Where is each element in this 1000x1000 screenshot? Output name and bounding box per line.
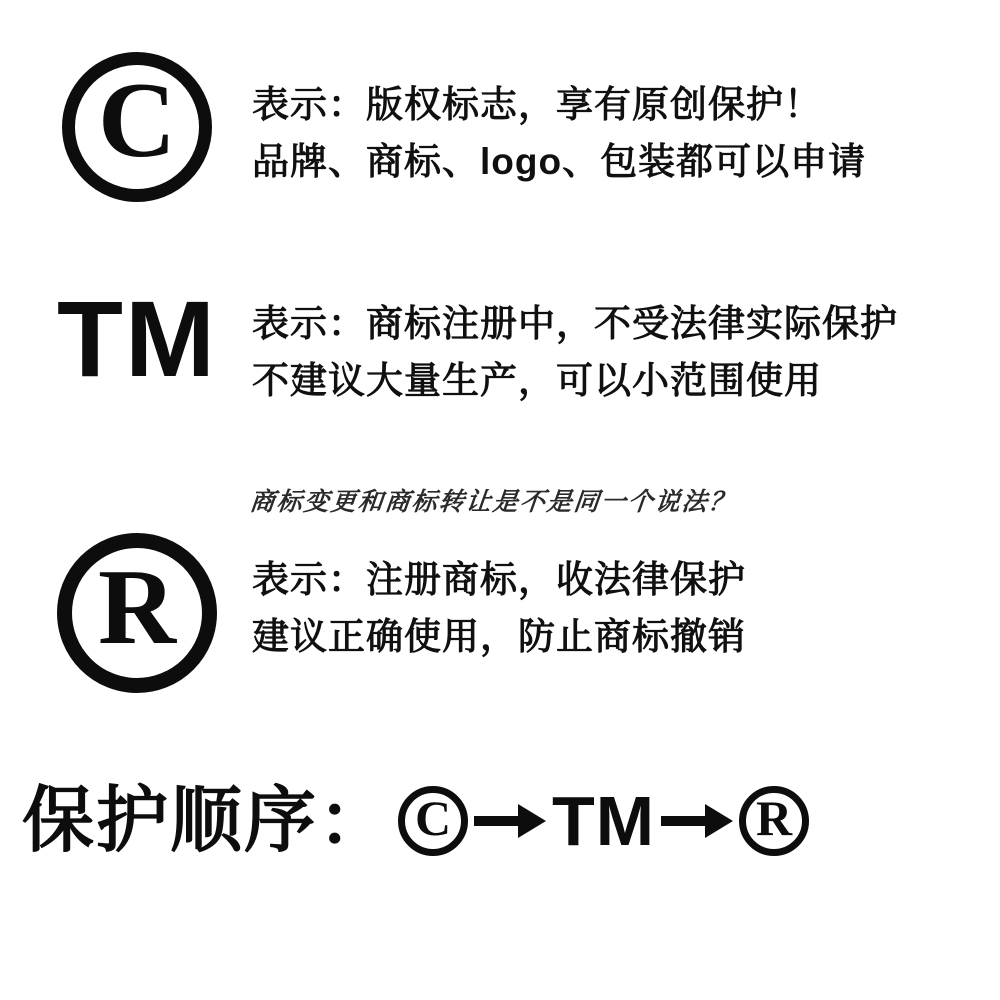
arrow-right-icon-2: [661, 804, 733, 838]
trademark-symbol-cell: [22, 278, 252, 399]
protection-order-summary: [22, 781, 978, 861]
copyright-text-block: [252, 52, 978, 191]
copyright-icon: [62, 52, 212, 202]
summary-registered-glyph: R: [756, 790, 793, 846]
trademark-line-2: 不建议大量生产，可以小范围使用: [252, 360, 822, 402]
row-copyright: [22, 52, 978, 252]
summary-registered-icon: [739, 786, 809, 856]
registered-text-block: [252, 533, 978, 666]
row-registered: [22, 533, 978, 733]
summary-copyright-glyph: C: [414, 790, 452, 846]
registered-icon: [57, 533, 217, 693]
handwritten-note: 商标变更和商标转让是不是同一个说法？: [248, 489, 738, 516]
summary-trademark-icon: TM: [552, 782, 656, 860]
copyright-line-1: 表示：版权标志，享有原创保护！: [252, 84, 822, 125]
trademark-text-block: [252, 285, 978, 410]
summary-copyright-icon: [398, 786, 468, 856]
copyright-line-2: 品牌、商标、logo、包装都可以申请: [252, 141, 867, 183]
copyright-symbol-cell: [22, 52, 252, 202]
trademark-line-1: 表示：商标注册中，不受法律实际保护: [252, 303, 898, 344]
registered-line-1: 表示：注册商标，收法律保护: [252, 559, 746, 600]
row-trademark: [22, 278, 978, 455]
registered-line-2: 建议正确使用，防止商标撤销: [252, 616, 746, 658]
registered-symbol-cell: [22, 533, 252, 693]
trademark-icon: TM: [57, 278, 217, 399]
arrow-right-icon-1: [474, 804, 546, 838]
registered-glyph: R: [98, 548, 176, 667]
copyright-glyph: C: [98, 61, 176, 180]
protection-order-label: 保护顺序：: [22, 781, 393, 861]
